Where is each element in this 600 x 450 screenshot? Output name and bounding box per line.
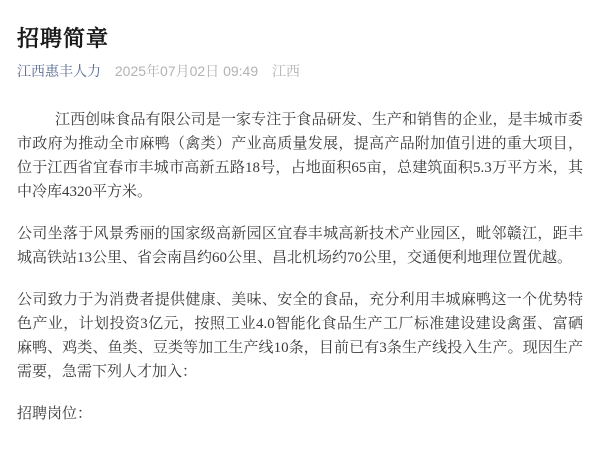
- byline: [17, 62, 583, 80]
- publish-date: 2025年07月02日 09:49: [114, 63, 259, 79]
- article-body: [17, 108, 583, 426]
- paragraph-investment: 公司致力于为消费者提供健康、美味、安全的食品，充分利用丰城麻鸭这一个优势特色产业，计划投资3亿元，按照工业4.0智能化食品生产工厂标准建设建设禽蛋、富硒麻鸭、鸡类、鱼类、豆类等加工生产线10条，目前已有3条生产线投入生产。现因生产需要，急需下列人才加入：: [17, 292, 583, 380]
- publish-location: 江西: [272, 63, 300, 79]
- recruit-positions-heading: 招聘岗位：: [17, 406, 93, 422]
- page-title: 招聘简章: [17, 26, 110, 51]
- account-name-link[interactable]: 江西惠丰人力: [17, 63, 101, 79]
- paragraph-company-intro: 江西创味食品有限公司是一家专注于食品研发、生产和销售的企业，是丰城市委市政府为推动全市麻鸭（禽类）产业高质量发展，提高产品附加值引进的重大项目，位于江西省宜春市丰城市高新五路18号，占地面积65亩，总建筑面积5.3万平方米，其中冷库4320平方米。: [17, 112, 583, 200]
- paragraph-location: 公司坐落于风景秀丽的国家级高新园区宜春丰城高新技术产业园区，毗邻赣江，距丰城高铁站13公里、省会南昌约60公里、昌北机场约70公里，交通便利地理位置优越。: [17, 226, 583, 266]
